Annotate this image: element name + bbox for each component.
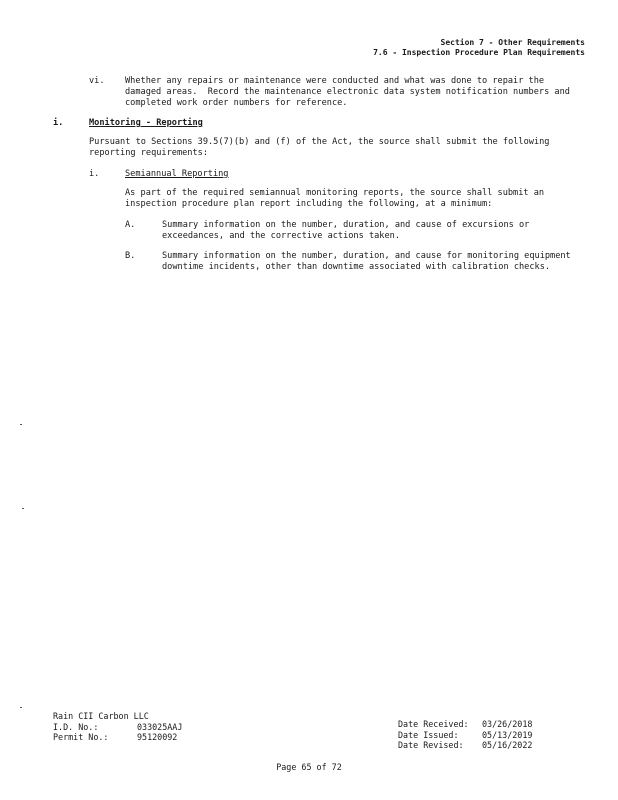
date-received-row: [398, 719, 532, 730]
id-number-row: [53, 722, 182, 733]
sub-i-text: As part of the required semiannual monitoring reports, the source shall submit an inspection procedure plan report including the following, at a minimum:: [125, 188, 550, 209]
section-title: Section 7 - Other Requirements: [440, 38, 585, 47]
id-label: I.D. No.:: [53, 721, 99, 732]
permit-label: Permit No.:: [53, 732, 109, 742]
page-header: [373, 38, 585, 58]
page-number: Page 65 of 72: [276, 762, 342, 772]
scan-mark: [22, 508, 24, 509]
item-b-text: Summary information on the number, duration, and cause for monitoring equipment downtime incidents, other than downtime associated with calibration checks.: [162, 251, 576, 272]
item-a-text: Summary information on the number, duration, and cause of excursions or exceedances, and the corrective actions taken.: [162, 220, 535, 241]
date-revised-value: 05/16/2022: [482, 740, 533, 750]
date-issued-row: [398, 730, 532, 741]
scan-mark: [20, 707, 22, 708]
permit-number-row: [53, 732, 182, 743]
id-value: 033025AAJ: [137, 721, 183, 732]
date-received-value: 03/26/2018: [482, 719, 533, 729]
date-revised-row: [398, 740, 532, 751]
date-issued-value: 05/13/2019: [482, 729, 533, 740]
scan-mark: [20, 424, 22, 425]
date-revised-label: Date Revised:: [398, 740, 464, 750]
item-vi-text: Whether any repairs or maintenance were conducted and what was done to repair the damaged areas. Record the maintenance electronic data system notification numbers and completed work order numbers for reference.: [125, 76, 576, 108]
footer-dates: [398, 719, 532, 751]
sub-i-marker: i.: [89, 169, 100, 179]
company-name: Rain CII Carbon LLC: [53, 711, 149, 721]
subsection-title: 7.6 - Inspection Procedure Plan Requirements: [373, 48, 585, 57]
sub-i-heading: Semiannual Reporting: [125, 169, 229, 179]
permit-value: 95120092: [137, 732, 178, 742]
item-a-marker: A.: [125, 220, 136, 230]
section-i-intro: Pursuant to Sections 39.5(7)(b) and (f) of the Act, the source shall submit the following reporting requirements:: [89, 137, 555, 158]
item-b-marker: B.: [125, 251, 136, 261]
section-i-heading: Monitoring - Reporting: [89, 118, 203, 128]
date-issued-label: Date Issued:: [398, 729, 459, 740]
item-vi-marker: vi.: [89, 76, 105, 86]
section-i-marker: i.: [53, 118, 64, 128]
footer-permittee: [53, 711, 182, 743]
date-received-label: Date Received:: [398, 719, 469, 729]
